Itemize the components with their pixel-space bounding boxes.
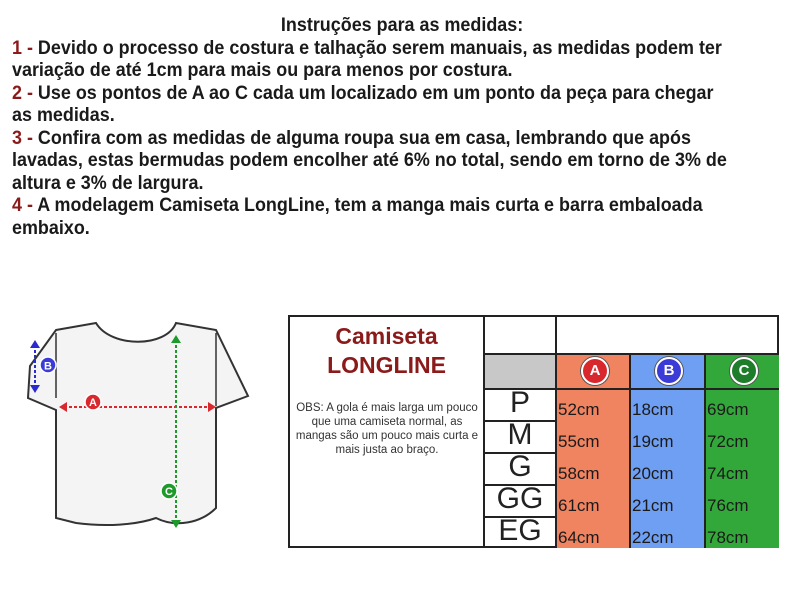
tshirt-outline [28,323,248,525]
cell-eg-b: 22cm [632,528,674,547]
instruction-item-3 [12,127,730,195]
size-table-frame [288,315,779,548]
cell-m-b: 19cm [632,432,674,451]
brand-line-1: Camiseta [335,323,438,349]
instruction-item-1 [12,37,730,82]
cell-p-a: 52cm [558,400,600,419]
marker-b-label: B [44,360,52,373]
instruction-text: A modelagem Camiseta LongLine, tem a manga mais curta e barra embaloada embaixo. [12,194,703,239]
header-c-cell [705,354,779,388]
brand-title [290,317,483,387]
size-m: M [507,418,533,451]
obs-note: OBS: A gola é mais larga um pouco que uma camiseta normal, as mangas são um pouco mais curta e mais justa ao braço. [295,402,479,456]
cell-g-a: 58cm [558,464,600,483]
cell-g-c: 74cm [707,464,749,483]
instruction-number: 2 - [12,81,33,104]
header-a-cell [556,354,630,388]
badge-a: A [581,357,609,385]
cell-gg-b: 21cm [632,496,674,515]
cell-m-c: 72cm [707,432,749,451]
instruction-number: 4 - [12,194,33,216]
badge-b: B [655,357,683,385]
cell-eg-a: 64cm [558,528,600,547]
cell-g-b: 20cm [632,464,674,483]
cell-p-c: 69cm [707,400,749,419]
size-g: G [508,450,532,483]
instruction-item-4 [12,194,730,239]
instruction-text: Confira com as medidas de alguma roupa sua em casa, lembrando que após lavadas, estas bermudas podem encolher até 6% no total, sendo em torno de 3% de altura e 3% de largura. [12,126,727,194]
instruction-text: Devido o processo de costura e talhação serem manuais, as medidas podem ter variação de até 1cm para mais ou para menos por costura. [12,36,722,81]
cell-eg-c: 78cm [707,528,749,547]
instruction-number: 1 - [12,36,33,59]
instructions-block [12,14,730,239]
instruction-item-2 [12,82,730,127]
instruction-text: Use os pontos de A ao C cada um localizado em um ponto da peça para chegar as medidas. [12,81,714,126]
brand-line-2: LONGLINE [327,352,446,378]
size-header-cell [484,354,556,388]
size-table [288,315,781,550]
marker-c-label: C [165,486,173,498]
instructions-title: Instruções para as medidas: [280,14,524,36]
marker-a-label: A [89,397,97,409]
instruction-number: 3 - [12,126,33,149]
cell-p-b: 18cm [632,400,674,419]
cell-m-a: 55cm [558,432,600,451]
size-eg: EG [498,514,542,547]
tshirt-diagram [16,318,266,543]
cell-gg-a: 61cm [558,496,600,515]
size-gg: GG [496,482,544,515]
badge-c: C [730,357,758,385]
header-b-cell [630,354,705,388]
size-p: P [509,386,530,419]
cell-gg-c: 76cm [707,496,749,515]
